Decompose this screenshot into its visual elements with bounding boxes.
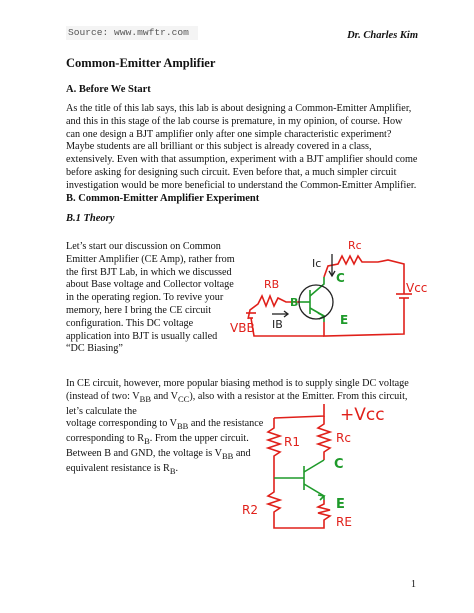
author-name: Dr. Charles Kim bbox=[347, 30, 418, 41]
re-resistor bbox=[318, 500, 330, 524]
section-b-heading: B. Common-Emitter Amplifier Experiment bbox=[66, 193, 260, 204]
page-title: Common-Emitter Amplifier bbox=[66, 56, 216, 70]
theory-paragraph: Let’s start our discussion on Common Emitter Amplifier (CE Amp), rather from the first BJT Lab, in which we discussed about Base voltage and Collector voltage in the operating region. To revive your memory, here I bring the CE circuit configuration. This DC voltage application into BJT is usually called “DC Biasing” bbox=[66, 241, 235, 355]
label-rc-2: Rc bbox=[336, 431, 351, 445]
label-rc: Rc bbox=[348, 239, 362, 252]
label-vbb: VBB bbox=[230, 321, 255, 335]
label-vcc: Vcc bbox=[406, 281, 428, 295]
page-number: 1 bbox=[411, 579, 416, 590]
label-collector-2: C bbox=[334, 457, 344, 472]
rc-resistor bbox=[318, 416, 330, 460]
r1-resistor bbox=[268, 418, 280, 478]
label-base: B bbox=[290, 296, 299, 309]
ce-circuit-voltage-divider bbox=[240, 396, 430, 536]
ce-circuit-two-supplies bbox=[228, 236, 438, 348]
label-rb: RB bbox=[264, 278, 280, 291]
section-a-heading: A. Before We Start bbox=[66, 84, 151, 95]
label-emitter: E bbox=[340, 313, 349, 327]
label-emitter-2: E bbox=[336, 497, 345, 512]
single-supply-paragraph: In CE circuit, however, more popular biasing method is to supply single DC voltage (instead of two: $V_{BB}$ and $V_{CC}$), also with a resistor at the Emitter. From this circuit, let’s calculate the voltage corresponding to $V_{BB}$ and the resistance corresponding to $R_B$. From the upper circuit. Between B and GND, the voltage is $V_{BB}$ and equivalent resistance is $R_B$. bbox=[66, 378, 409, 476]
label-ib: IB bbox=[272, 318, 283, 331]
label-collector: C bbox=[336, 271, 345, 285]
label-r1: R1 bbox=[284, 435, 300, 449]
label-r2: R2 bbox=[242, 503, 258, 517]
r2-resistor bbox=[268, 478, 280, 522]
label-ic: Ic bbox=[312, 257, 322, 270]
section-a-paragraph: As the title of this lab says, this lab is about designing a Common-Emitter Amplifier, and this in this stage of the lab course is premature, in my opinion, of course. How can one design a BJT amplifier only after one simple characteristic experiment? Maybe students are all brilliant or this subject is already covered in a class, extensively. Even with that assumption, experiment with a BJT amplifier should come before asking for designing such circuit. Even before that, a much simpler circuit investigation would be more beneficial to understand the Common-Emitter Amplifier. bbox=[66, 103, 418, 191]
label-re: RE bbox=[336, 515, 352, 529]
source-watermark: Source: www.mwftr.com bbox=[66, 26, 198, 40]
label-plus-vcc: +Vcc bbox=[340, 405, 385, 425]
supply-rail bbox=[274, 404, 324, 418]
section-b1-heading: B.1 Theory bbox=[66, 213, 115, 224]
